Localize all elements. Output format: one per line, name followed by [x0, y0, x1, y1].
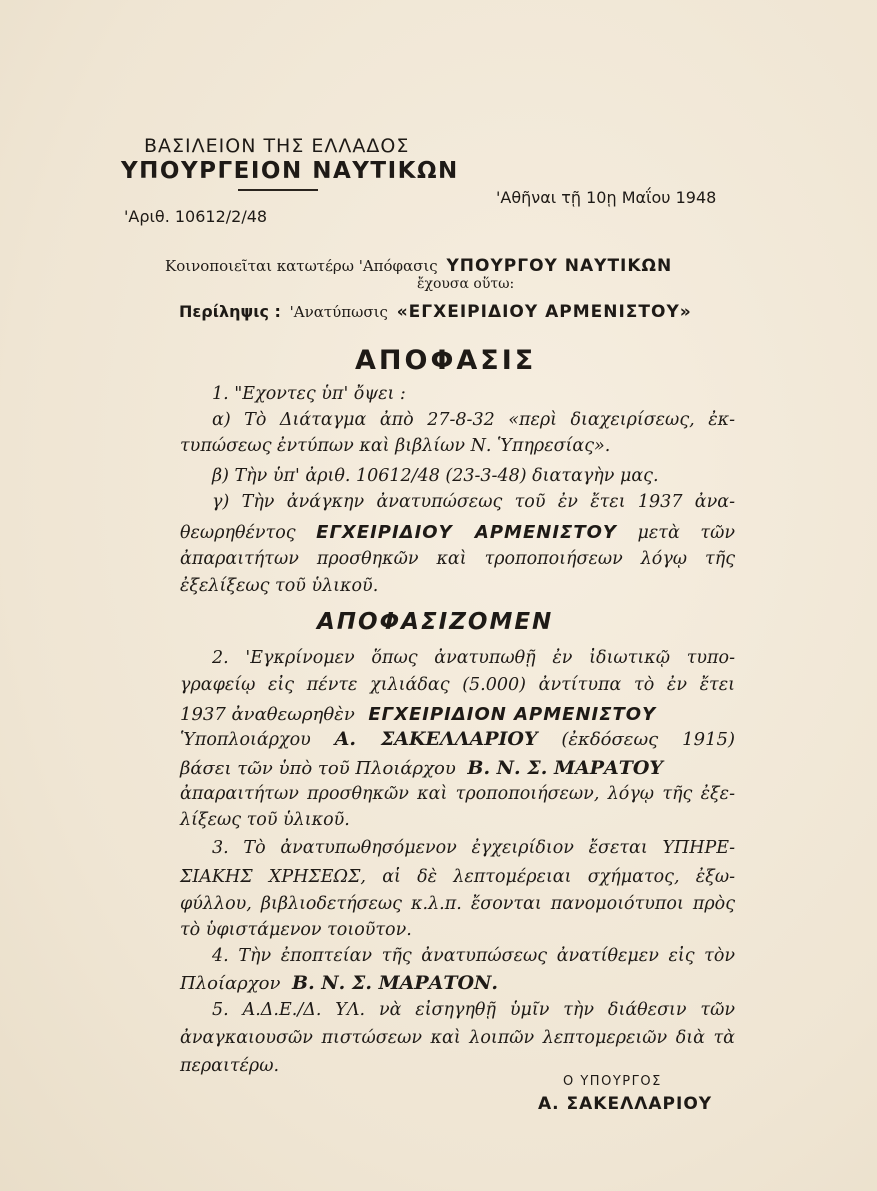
section1-line: γ) Τὴν ἀνάγκην ἀνατυπώσεως τοῦ ἐν ἔτει 1937 ἀνα- [212, 492, 735, 512]
section1-line: ἀπαραιτήτων προσθηκῶν καὶ τροποποιήσεων λόγῳ τῆς [180, 549, 735, 569]
document-date: 'Αθῆναι τῇ 10ῃ Μαΐου 1948 [496, 188, 717, 207]
section2-line [180, 702, 735, 728]
section2-line: ἀπαραιτήτων προσθηκῶν καὶ τροποποιήσεων, λόγῳ τῆς ἐξε- [180, 784, 735, 804]
section2-line [180, 727, 735, 753]
notice-line-2: ἔχουσα οὕτω: [417, 276, 515, 292]
section3-line: 3. Τὸ ἀνατυπωθησόμενον ἐγχειρίδιον ἔσεται ΥΠΗΡΕ- [212, 838, 735, 858]
signature-name: Α. ΣΑΚΕΛΛΑΡΙΟΥ [538, 1094, 713, 1114]
decision-title: ΑΠΟΦΑΣΙΣ [355, 345, 537, 376]
section2-line: λίξεως τοῦ ὑλικοῦ. [180, 810, 350, 830]
section5-line: ἀναγκαιουσῶν πιστώσεων καὶ λοιπῶν λεπτομερειῶν διὰ τὰ [180, 1028, 735, 1048]
section4-line [180, 971, 735, 997]
kingdom-heading: ΒΑΣΙΛΕΙΟΝ ΤΗΣ ΕΛΛΑΔΟΣ [144, 135, 410, 157]
section3-line: ΣΙΑΚΗΣ ΧΡΗΣΕΩΣ, αἱ δὲ λεπτομέρειαι σχήματος, ἐξω- [180, 867, 735, 887]
section5-line: 5. Α.Δ.Ε./Δ. ΥΛ. νὰ εἰσηγηθῇ ὑμῖν τὴν διάθεσιν τῶν [212, 1000, 735, 1020]
author-name: Α. ΣΑΚΕΛΛΑΡΙΟΥ [334, 728, 538, 750]
captain-name: Β. Ν. Σ. ΜΑΡΑΤΟΝ. [292, 972, 499, 994]
captain-name: Β. Ν. Σ. ΜΑΡΑΤΟΥ [467, 757, 663, 779]
decision-subtitle: ΑΠΟΦΑΣΙΖΟΜΕΝ [317, 609, 554, 635]
signature-role: Ο ΥΠΟΥΡΓΟΣ [563, 1074, 662, 1089]
section2-line [180, 756, 735, 782]
section1-line: ἐξελίξεως τοῦ ὑλικοῦ. [180, 576, 379, 596]
notice-text: Κοινοποιεῖται κατωτέρω 'Απόφασις [165, 257, 438, 275]
section2-text: (ἐκδόσεως 1915) [561, 729, 735, 750]
section3-line: φύλλου, βιβλιοδετήσεως κ.λ.π. ἔσονται πανομοιότυποι πρὸς [180, 894, 735, 914]
section4-line: 4. Τὴν ἐποπτείαν τῆς ἀνατυπώσεως ἀνατίθεμεν εἰς τὸν [212, 946, 735, 966]
section2-line: 2. 'Εγκρίνομεν ὅπως ἀνατυπωθῇ ἐν ἰδιωτικῷ τυπο- [212, 648, 735, 668]
section1-line [180, 520, 735, 546]
notice-line [165, 256, 672, 276]
section2-text: 1937 ἀναθεωρηθὲν [180, 704, 355, 725]
section1-line: α) Τὸ Διάταγμα ἀπὸ 27-8-32 «περὶ διαχειρίσεως, ἐκ- [212, 410, 735, 430]
section1-text: μετὰ τῶν [637, 523, 735, 543]
section1-text: θεωρηθέντος [180, 523, 296, 543]
ministry-heading: ΥΠΟΥΡΓΕΙΟΝ ΝΑΥΤΙΚΩΝ [121, 158, 459, 184]
section2-text: Ὑποπλοιάρχου [180, 730, 311, 750]
manual-title: ΕΓΧΕΙΡΙΔΙΟΝ ΑΡΜΕΝΙΣΤΟΥ [368, 704, 657, 725]
reference-number: 'Αριθ. 10612/2/48 [124, 207, 268, 226]
section3-line: τὸ ὑφιστάμενον τοιοῦτον. [180, 920, 412, 940]
section1-line: β) Τὴν ὑπ' ἀριθ. 10612/48 (23-3-48) διαταγὴν μας. [212, 466, 659, 486]
section4-text: Πλοίαρχον [180, 973, 281, 994]
section1-line: τυπώσεως ἐντύπων καὶ βιβλίων Ν. Ὑπηρεσίας». [180, 436, 611, 456]
manual-title: ΕΓΧΕΙΡΙΔΙΟΥ ΑΡΜΕΝΙΣΤΟΥ [316, 522, 617, 543]
summary-line [179, 302, 692, 322]
section5-line: περαιτέρω. [180, 1056, 280, 1076]
summary-title: «ΕΓΧΕΙΡΙΔΙΟΥ ΑΡΜΕΝΙΣΤΟΥ» [396, 302, 692, 322]
header-rule [238, 189, 318, 191]
section1-line: 1. "Εχοντες ὑπ' ὄψει : [212, 384, 406, 404]
summary-text: 'Ανατύπωσις [289, 303, 388, 321]
section2-line: γραφείῳ εἰς πέντε χιλιάδας (5.000) ἀντίτυπα τὸ ἐν ἔτει [180, 675, 735, 695]
section2-text: βάσει τῶν ὑπὸ τοῦ Πλοιάρχου [180, 758, 456, 779]
notice-ministry: ΥΠΟΥΡΓΟΥ ΝΑΥΤΙΚΩΝ [446, 256, 673, 276]
summary-label: Περίληψις : [179, 302, 281, 321]
